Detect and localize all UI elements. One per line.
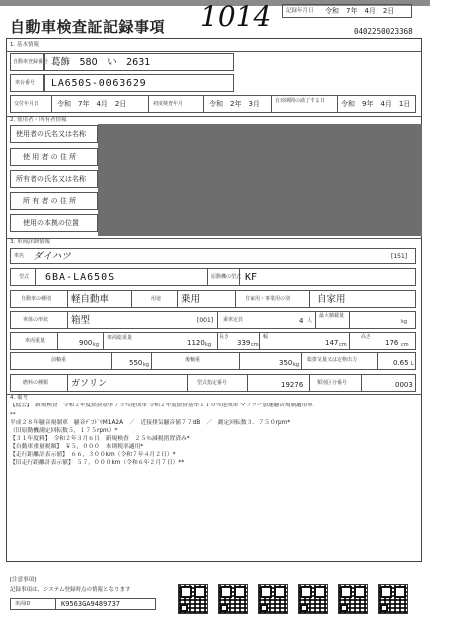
height-value: 176 [385, 339, 399, 347]
section1-title: 1. 基本情報 [10, 42, 39, 48]
designation-label: 型式指定番号 [197, 380, 228, 386]
vehicle-id-label: 車両ID [15, 601, 31, 607]
reg-no-value-cell [44, 53, 234, 71]
width-value: 147 [325, 339, 339, 347]
section4-title: 4. 備考 [10, 395, 28, 401]
weight-unit: kg [93, 342, 100, 348]
use-value: 乗用 [181, 294, 201, 305]
qr-code-2 [218, 584, 248, 614]
section2-title: 2. 使用者・所有者情報 [10, 117, 67, 123]
maker-value: ダイハツ [33, 251, 71, 262]
fuel-label: 燃料の種類 [23, 380, 49, 386]
model-value: 6BA-LA650S [45, 272, 116, 283]
reg-no-value: 葛飾 580 い 2631 [51, 57, 151, 68]
business-value: 自家用 [317, 294, 346, 305]
owner-label-2 [10, 148, 98, 166]
gross-label: 車両総重量 [107, 335, 133, 341]
rear-axle-label: 後軸重 [185, 357, 201, 363]
category-label: 類別区分番号 [317, 380, 348, 386]
owner-label-text-4: 所 有 者 の 住 所 [23, 197, 77, 205]
length-label: 長さ [219, 334, 230, 340]
maxload-label: 最大積載量 [319, 313, 345, 319]
fuel-value: ガソリン [71, 379, 108, 389]
maker-row [10, 248, 416, 264]
first-reg-value: 令和 2年 3月 [209, 100, 260, 108]
redacted-owner-info [98, 124, 422, 236]
length-value: 339 [237, 339, 251, 347]
chassis-label-cell [10, 74, 44, 92]
front-axle-label: 前軸重 [51, 357, 67, 363]
maker-label: 車名 [14, 253, 25, 259]
body-label: 車体の形状 [23, 317, 49, 323]
notice-text: 記録事項は、システム登録時点の情報となります [10, 587, 131, 593]
rear-axle-value: 350 [279, 359, 293, 367]
business-label: 自家用・事業用の別 [245, 296, 291, 302]
category-value: 0003 [395, 381, 413, 389]
designation-value: 19276 [281, 381, 304, 389]
remark-line-1: 【低公】 新規検査 令和２年度燃費基準７５％達成車 令和２年度燃費基準１１０％達成車 マフラー加速騒音規制適用車 [10, 403, 313, 408]
dimensions-row [10, 332, 416, 350]
engine-label: 原動機の型式 [211, 274, 242, 280]
remark-line-3: 平成２８年騒音規制車 騒音ﾃﾞｺﾄﾞﾘM1A2A ／ 近接排気騒音値７７dB ／ 測定回転数３．７５０rpm* [10, 420, 291, 426]
record-date-label: 記録年月日 [286, 8, 314, 14]
height-unit: cm [401, 342, 409, 348]
remark-line-7: 【走行距離計表示値】 ６６，３００km（令和７年４月２日）* [10, 452, 176, 458]
document-title: 自動車検査証記録事項 [10, 18, 166, 36]
capacity-value: 4 [299, 317, 304, 325]
weight-value: 900 [79, 339, 93, 347]
remark-line-6: 【自動車重量税額】 ￥５，０００ 本則税率適用* [10, 444, 144, 450]
type-row [10, 290, 416, 308]
owner-label-4 [10, 192, 98, 210]
owner-label-text-1: 使用者の氏名又は名称 [16, 130, 86, 138]
type-value: 軽自動車 [71, 294, 110, 305]
maker-code: [151] [391, 253, 408, 260]
serial-number: 0402250023368 [354, 27, 413, 36]
axle-row [10, 352, 416, 370]
width-unit: cm [339, 342, 347, 348]
fuel-row [10, 374, 416, 392]
qr-code-3 [258, 584, 288, 614]
qr-code-5 [338, 584, 368, 614]
remark-line-5: 【３１年度料】 令和２年３月６日 新規検査 ２５％減税措置済み* [10, 436, 190, 442]
model-row [10, 268, 416, 286]
owner-label-text-2: 使 用 者 の 住 所 [23, 153, 77, 161]
width-label: 幅 [263, 334, 269, 340]
remark-line-2: ** [10, 412, 16, 418]
chassis-value-cell [44, 74, 234, 92]
displacement-label: 総排気量又は定格出力 [307, 357, 358, 363]
reg-no-label: 自動車登録番号 [13, 59, 49, 65]
capacity-unit: 人 [307, 318, 313, 324]
owner-label-3 [10, 170, 98, 188]
displacement-value: 0.65 [393, 359, 409, 367]
engine-value: KF [245, 272, 258, 283]
expiry-label: 有効期間の満了する日 [275, 98, 326, 104]
displacement-unit: L [411, 361, 414, 367]
qr-code-4 [298, 584, 328, 614]
type-label: 自動車の種別 [21, 296, 52, 302]
chassis-value: LA650S-0063629 [51, 78, 147, 89]
capacity-label: 乗車定員 [223, 317, 244, 323]
height-label: 高さ [361, 334, 372, 340]
notice-title: [注意事項] [10, 577, 37, 583]
qr-code-1 [178, 584, 208, 614]
weight-label: 車両重量 [25, 338, 46, 344]
front-axle-unit: kg [143, 362, 150, 368]
owner-label-text-5: 使用の本拠の位置 [23, 219, 79, 227]
body-row [10, 311, 416, 329]
owner-label-5 [10, 214, 98, 232]
gross-unit: kg [205, 342, 212, 348]
issue-date-value: 令和 7年 4月 2日 [57, 100, 127, 108]
body-code: [001] [197, 317, 214, 324]
qr-code-6 [378, 584, 408, 614]
gross-value: 1120 [187, 339, 205, 347]
section3-title: 3. 車両詳細情報 [10, 239, 50, 245]
owner-label-text-3: 所有者の氏名又は名称 [16, 175, 86, 183]
handwritten-number: 1014 [200, 0, 272, 33]
maxload-unit: kg [401, 319, 408, 325]
first-reg-label: 初度検査年月 [153, 101, 184, 107]
vehicle-id-box [10, 598, 156, 610]
chassis-label: 車台番号 [15, 80, 36, 86]
owner-label-1 [10, 125, 98, 143]
rear-axle-unit: kg [293, 362, 300, 368]
issue-date-label: 交付年月日 [14, 101, 40, 107]
remarks-block [10, 403, 414, 513]
model-label: 型式 [19, 274, 30, 280]
expiry-value: 令和 9年 4月 1日 [341, 100, 411, 108]
remark-line-4: （旧原動機測定回転数５，１７５rpm）* [10, 428, 118, 434]
use-label: 用途 [151, 296, 162, 302]
record-date-value: 令和 7年 4月 2日 [325, 7, 395, 15]
record-date-box [282, 4, 412, 18]
reg-no-label-cell [10, 53, 49, 71]
remark-line-8: 【旧走行距離計表示値】 ５７，０００km（令和６年２月７日）** [10, 460, 185, 466]
front-axle-value: 550 [129, 359, 143, 367]
body-value: 箱型 [71, 315, 91, 326]
vehicle-id-value: K9563GA9489737 [61, 600, 121, 608]
length-unit: cm [251, 342, 259, 348]
dates-row [10, 95, 416, 113]
